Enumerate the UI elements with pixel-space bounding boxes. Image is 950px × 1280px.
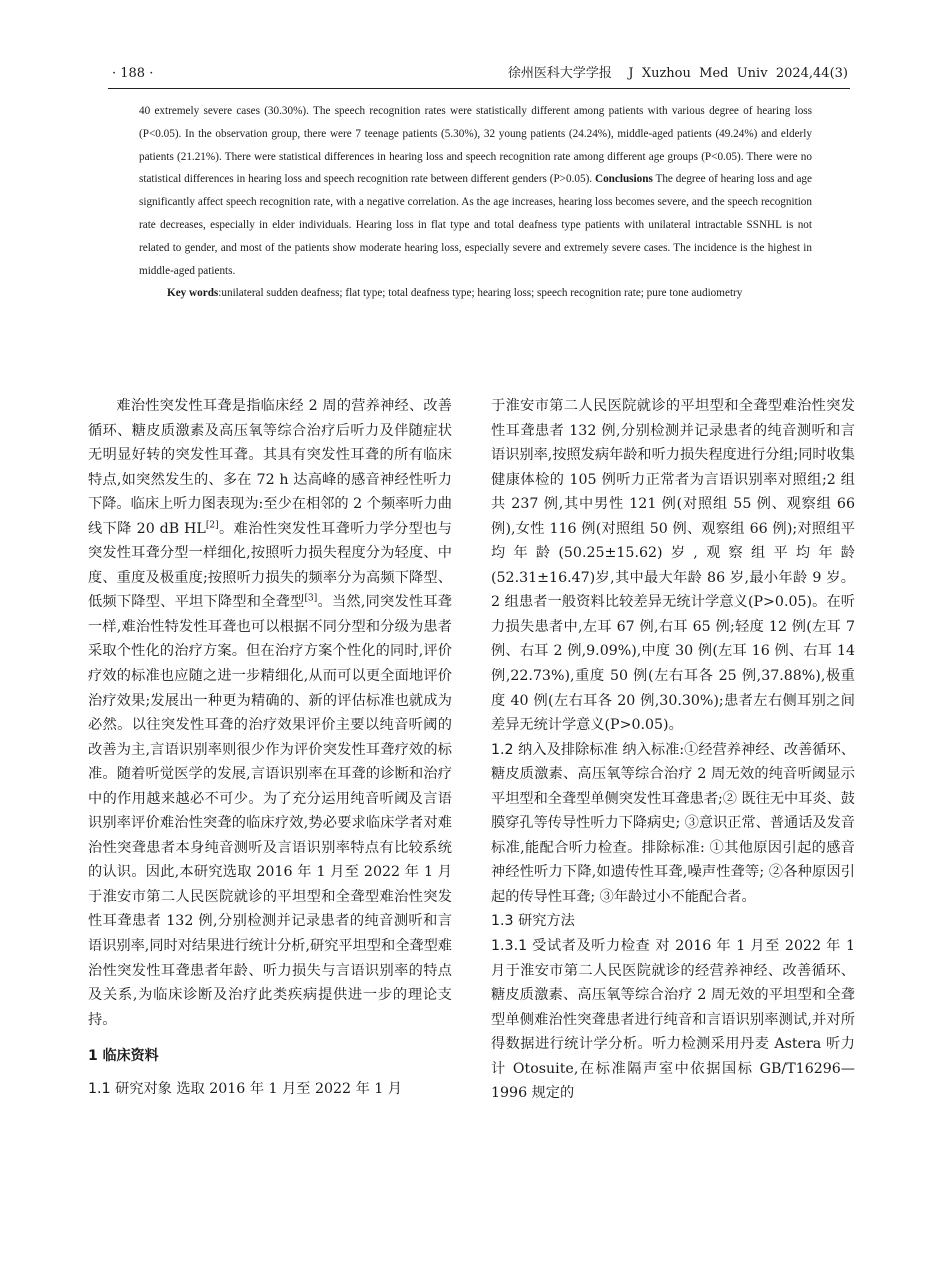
intro-text-1: 难治性突发性耳聋是指临床经 2 周的营养神经、改善循环、糖皮质激素及高压氧等综合治疗后听力及伴随症状无明显好转的突发性耳聋。其具有突发性耳聋的所有临床特点,如突然发生的、多在 72 h 达高峰的感音神经性听力下降。临床上听力图表现为:至少在相邻的 2 个频率听力曲线下降 20 dB HL [88, 398, 452, 537]
section-1-3-1-text: 对 2016 年 1 月至 2022 年 1 月于淮安市第二人民医院就诊的经营养神经、改善循环、糖皮质激素、高压氧等综合治疗 2 周无效的平坦型和全聋型单侧难治性突聋患者进行纯音和言语识别率测试,并对所得数据进行统计学分析。听力检测采用丹麦 Astera 听力计 Otosuite,在标准隔声室中依据国标 GB/T16296—1996 规定的 [491, 938, 855, 1102]
section-heading-1: 1 临床资料 [88, 1048, 159, 1065]
running-header [108, 63, 850, 85]
right-column [491, 394, 855, 1106]
section-1-3-1 [491, 934, 855, 1106]
intro-text-2: 。难治性突发性耳聋听力学分型也与突发性耳聋分型一样细化,按照听力损失程度分为轻度、中度、重度及极重度;按照听力损失的频率分为高频下降型、低频下降型、平坦下降型和全聋型 [88, 520, 452, 611]
header-rule [108, 88, 850, 89]
page-number: · 188 · [112, 66, 154, 81]
citation-3: [3] [304, 593, 318, 604]
section-1-2 [491, 738, 855, 910]
journal-citation: 徐州医科大学学报 J Xuzhou Med Univ 2024,44(3) [507, 66, 848, 81]
section-1-2-label: 1.2 纳入及排除标准 [491, 741, 618, 758]
left-column [88, 394, 452, 1101]
conclusions-label: Conclusions [594, 173, 653, 186]
abstract-results-text: 40 extremely severe cases (30.30%). The speech recognition rates were statistically different among patients with various degree of hearing loss (P<0.05). In the observation group, there were 7 teenage patients (5.30%), 32 young patients (24.24%), middle-aged patients (49.24%) and elderly patients (21.21%). There were statistical differences in hearing loss and speech recognition rate among different age groups (P<0.05). There were no statistical differences in hearing loss and speech recognition rate between different genders (P>0.05). [139, 105, 812, 186]
section-1-2-text: 纳入标准:①经营养神经、改善循环、糖皮质激素、高压氧等综合治疗 2 周无效的纯音听阈显示平坦型和全聋型单侧突发性耳聋患者;② 既往无中耳炎、鼓膜穿孔等传导性听力下降病史; ③意识正常、普通话及发音标准,能配合听力检查。排除标准: ①其他原因引起的感音神经性听力下降,如遗传性耳聋,噪声性聋等; ②各种原因引起的传导性耳聋; ③年龄过小不能配合者。 [491, 741, 855, 905]
citation-2: [2] [205, 520, 219, 530]
section-1-1-label: 1.1 研究对象 [88, 1080, 172, 1097]
keywords [139, 282, 812, 305]
keywords-label: Key words [167, 287, 219, 300]
english-abstract [139, 100, 812, 305]
section-1-1-text: 选取 2016 年 1 月至 2022 年 1 月 [171, 1080, 402, 1097]
keywords-text: :unilateral sudden deafness; flat type; total deafness type; hearing loss; speech recognition rate; pure tone audiometry [218, 287, 743, 300]
abstract-body [139, 100, 812, 282]
section-1-3-heading: 1.3 研究方法 [491, 913, 575, 930]
intro-text-3: 。当然,同突发性耳聋一样,难治性特发性耳聋也可以根据不同分型和分级为患者采取个性化的治疗方案。但在治疗方案个性化的同时,评价疗效的标准也应随之进一步精细化,从而可以更全面地评价治疗效果;发展出一种更为精确的、新的评估标准也就成为必然。以往突发性耳聋的治疗效果评价主要以纯音听阈的改善为主,言语识别率则很少作为评价突发性耳聋疗效的标准。随着听觉医学的发展,言语识别率在耳聋的诊断和治疗中的作用越来越必不可少。为了充分运用纯音听阈及言语识别率评价难治性突聋的临床疗效,势必要求临床学者对难治性突聋患者本身纯音测听及言语识别率特点有比较系统的认识。因此,本研究选取 2016 年 1 月至 2022 年 1 月于淮安市第二人民医院就诊的平坦型和全聋型难治性突发性耳聋患者 132 例,分别检测并记录患者的纯音测听和言语识别率,同时对结果进行统计分析,研究平坦型和全聋型难治性突发性耳聋患者年龄、听力损失与言语识别率的特点及关系,为临床诊断及治疗此类疾病提供进一步的理论支持。 [88, 594, 452, 1028]
subjects-paragraph: 于淮安市第二人民医院就诊的平坦型和全聋型难治性突发性耳聋患者 132 例,分别检测并记录患者的纯音测听和言语识别率,按照发病年龄和听力损失程度进行分组;同时收集健康体检的 105 例听力正常者为言语识别率对照组;2 组共 237 例,其中男性 121 例(对照组 55 例、观察组 66 例),女性 116 例(对照组 50 例、观察组 66 例);对照组平均年龄(50.25±15.62)岁,观察组平均年龄(52.31±16.47)岁,其中最大年龄 86 岁,最小年龄 9 岁。2 组患者一般资料比较差异无统计学意义(P>0.05)。在听力损失患者中,左耳 67 例,右耳 65 例;轻度 12 例(左耳 7 例、右耳 2 例,9.09%),中度 30 例(左耳 16 例、右耳 14 例,22.73%),重度 50 例(左右耳各 25 例,37.88%),极重度 40 例(左右耳各 20 例,30.30%);患者左右侧耳别之间差异无统计学意义(P>0.05)。 [491, 398, 855, 734]
intro-paragraph [88, 394, 452, 1032]
conclusions-text: The degree of hearing loss and age significantly affect speech recognition rate, with a negative correlation. As the age increases, hearing loss becomes severe, and the speech recognition rate decreases, especially in elder individuals. Hearing loss in flat type and total deafness type patients with unilateral intractable SSNHL is not related to gender, and most of the patients show moderate hearing loss, especially severe and extremely severe cases. The incidence is the highest in middle-aged patients. [139, 173, 812, 277]
section-1-3-1-label: 1.3.1 受试者及听力检查 [491, 938, 651, 955]
section-1-1 [88, 1077, 452, 1102]
